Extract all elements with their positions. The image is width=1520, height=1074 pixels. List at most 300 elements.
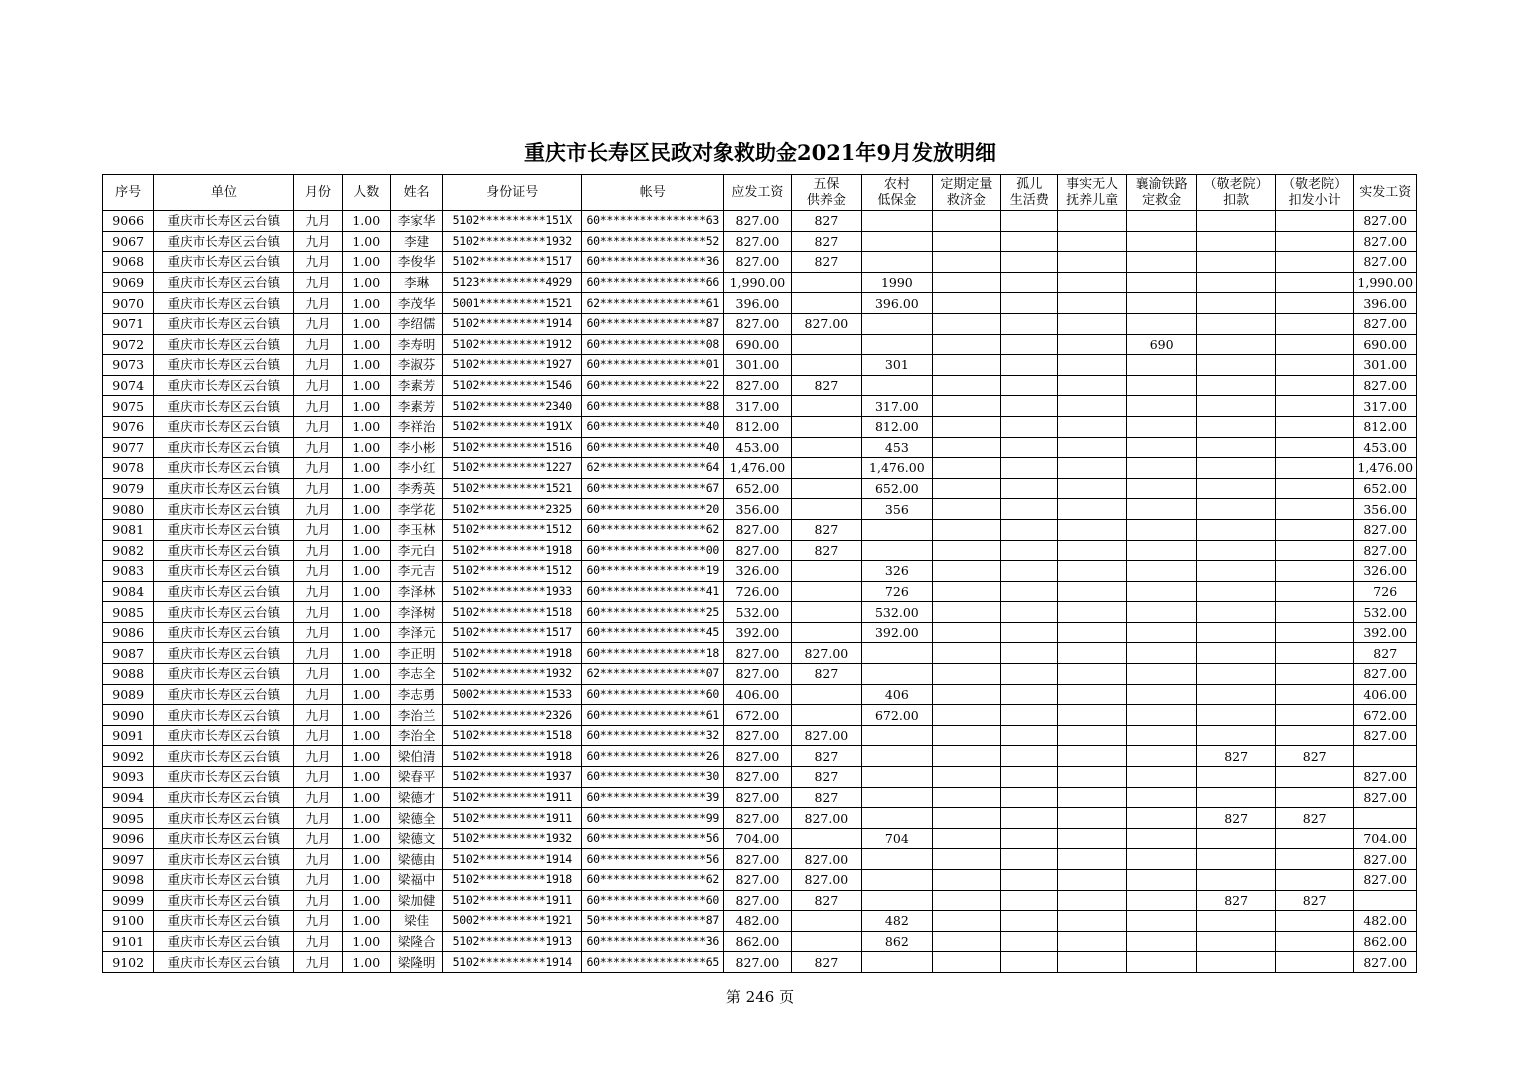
cell-account: 60****************25 [582, 602, 724, 623]
cell-net-pay: 827.00 [1354, 211, 1417, 232]
cell-month: 九月 [294, 478, 342, 499]
table-row [103, 767, 1417, 788]
cell-count: 1.00 [342, 828, 390, 849]
cell-unit: 重庆市长寿区云台镇 [154, 313, 294, 334]
cell-seq: 9101 [103, 931, 154, 952]
cell-seq: 9067 [103, 231, 154, 252]
column-header-text: 五保 [813, 176, 840, 192]
cell-nursing-deduction [1197, 519, 1276, 540]
cell-orphan [1001, 231, 1058, 252]
cell-nursing-deduction: 827 [1197, 890, 1276, 911]
cell-account: 60****************41 [582, 581, 724, 602]
cell-id-number: 5102**********1911 [443, 787, 582, 808]
cell-wubao [791, 581, 861, 602]
cell-account: 60****************66 [582, 272, 724, 293]
table-row [103, 211, 1417, 232]
cell-fixed-relief [932, 561, 1000, 582]
cell-unsupported-child [1058, 272, 1126, 293]
cell-orphan [1001, 746, 1058, 767]
table-row [103, 622, 1417, 643]
cell-rural-dibao [862, 870, 932, 891]
cell-nursing-subtotal [1275, 416, 1354, 437]
cell-wubao: 827.00 [791, 643, 861, 664]
cell-wubao [791, 911, 861, 932]
cell-name: 李治全 [390, 725, 442, 746]
cell-account: 60****************40 [582, 437, 724, 458]
cell-id-number: 5102**********1521 [443, 478, 582, 499]
cell-nursing-deduction [1197, 211, 1276, 232]
cell-id-number: 5102**********1227 [443, 458, 582, 479]
cell-rural-dibao: 406 [862, 684, 932, 705]
cell-month: 九月 [294, 849, 342, 870]
cell-name: 梁佳 [390, 911, 442, 932]
cell-id-number: 5102**********1937 [443, 767, 582, 788]
cell-fixed-relief [932, 519, 1000, 540]
cell-nursing-deduction [1197, 705, 1276, 726]
cell-fixed-relief [932, 746, 1000, 767]
cell-wubao: 827.00 [791, 849, 861, 870]
cell-count: 1.00 [342, 561, 390, 582]
cell-unsupported-child [1058, 396, 1126, 417]
cell-count: 1.00 [342, 313, 390, 334]
cell-xiangyu-rail [1126, 602, 1196, 623]
cell-gross-pay: 827.00 [724, 870, 791, 891]
table-row [103, 231, 1417, 252]
cell-month: 九月 [294, 643, 342, 664]
cell-nursing-deduction [1197, 375, 1276, 396]
cell-xiangyu-rail [1126, 808, 1196, 829]
table-row [103, 478, 1417, 499]
cell-seq: 9090 [103, 705, 154, 726]
cell-id-number: 5102**********1932 [443, 231, 582, 252]
cell-month: 九月 [294, 519, 342, 540]
cell-fixed-relief [932, 211, 1000, 232]
column-header [582, 175, 724, 211]
cell-fixed-relief [932, 705, 1000, 726]
cell-name: 李寿明 [390, 334, 442, 355]
cell-unsupported-child [1058, 767, 1126, 788]
cell-month: 九月 [294, 211, 342, 232]
cell-count: 1.00 [342, 746, 390, 767]
cell-fixed-relief [932, 540, 1000, 561]
table-row [103, 519, 1417, 540]
cell-rural-dibao [862, 890, 932, 911]
cell-wubao: 827 [791, 890, 861, 911]
cell-nursing-deduction [1197, 478, 1276, 499]
cell-rural-dibao [862, 231, 932, 252]
cell-count: 1.00 [342, 911, 390, 932]
table-row [103, 458, 1417, 479]
cell-orphan [1001, 911, 1058, 932]
cell-net-pay: 396.00 [1354, 293, 1417, 314]
cell-xiangyu-rail [1126, 313, 1196, 334]
cell-unit: 重庆市长寿区云台镇 [154, 416, 294, 437]
table-row [103, 437, 1417, 458]
cell-id-number: 5102**********1918 [443, 643, 582, 664]
cell-account: 60****************88 [582, 396, 724, 417]
table-row [103, 581, 1417, 602]
cell-name: 李小彬 [390, 437, 442, 458]
cell-seq: 9084 [103, 581, 154, 602]
column-header-text: （敬老院） [1203, 176, 1269, 192]
cell-name: 梁德由 [390, 849, 442, 870]
cell-seq: 9094 [103, 787, 154, 808]
cell-unit: 重庆市长寿区云台镇 [154, 437, 294, 458]
cell-nursing-deduction [1197, 540, 1276, 561]
cell-net-pay: 690.00 [1354, 334, 1417, 355]
cell-wubao: 827 [791, 787, 861, 808]
cell-net-pay: 827.00 [1354, 952, 1417, 973]
cell-unsupported-child [1058, 828, 1126, 849]
cell-count: 1.00 [342, 931, 390, 952]
cell-xiangyu-rail [1126, 787, 1196, 808]
cell-seq: 9087 [103, 643, 154, 664]
cell-nursing-subtotal [1275, 540, 1354, 561]
cell-fixed-relief [932, 478, 1000, 499]
cell-gross-pay: 392.00 [724, 622, 791, 643]
cell-xiangyu-rail [1126, 231, 1196, 252]
cell-rural-dibao [862, 252, 932, 273]
table-row [103, 334, 1417, 355]
cell-net-pay [1354, 890, 1417, 911]
cell-unsupported-child [1058, 437, 1126, 458]
table-row [103, 746, 1417, 767]
cell-id-number: 5001**********1521 [443, 293, 582, 314]
column-header-text: 低保金 [877, 192, 917, 208]
cell-nursing-subtotal [1275, 334, 1354, 355]
table-row [103, 252, 1417, 273]
cell-wubao: 827 [791, 211, 861, 232]
cell-unit: 重庆市长寿区云台镇 [154, 458, 294, 479]
cell-name: 梁德才 [390, 787, 442, 808]
cell-id-number: 5123**********4929 [443, 272, 582, 293]
cell-seq: 9091 [103, 725, 154, 746]
cell-fixed-relief [932, 396, 1000, 417]
cell-id-number: 5102**********1516 [443, 437, 582, 458]
cell-count: 1.00 [342, 478, 390, 499]
cell-unsupported-child [1058, 561, 1126, 582]
column-header [154, 175, 294, 211]
cell-unsupported-child [1058, 931, 1126, 952]
cell-month: 九月 [294, 808, 342, 829]
cell-orphan [1001, 643, 1058, 664]
cell-nursing-subtotal [1275, 952, 1354, 973]
cell-xiangyu-rail [1126, 705, 1196, 726]
cell-unit: 重庆市长寿区云台镇 [154, 293, 294, 314]
cell-unit: 重庆市长寿区云台镇 [154, 725, 294, 746]
column-header-text: 人数 [353, 184, 380, 200]
cell-account: 60****************18 [582, 643, 724, 664]
cell-unit: 重庆市长寿区云台镇 [154, 499, 294, 520]
cell-net-pay: 827.00 [1354, 313, 1417, 334]
cell-month: 九月 [294, 725, 342, 746]
cell-rural-dibao: 482 [862, 911, 932, 932]
cell-seq: 9098 [103, 870, 154, 891]
cell-account: 60****************01 [582, 355, 724, 376]
cell-account: 60****************08 [582, 334, 724, 355]
cell-unit: 重庆市长寿区云台镇 [154, 952, 294, 973]
column-header [1275, 175, 1354, 211]
table-row [103, 499, 1417, 520]
cell-fixed-relief [932, 375, 1000, 396]
cell-name: 李志全 [390, 664, 442, 685]
cell-id-number: 5102**********1914 [443, 849, 582, 870]
cell-name: 李小红 [390, 458, 442, 479]
cell-nursing-subtotal [1275, 643, 1354, 664]
cell-rural-dibao: 453 [862, 437, 932, 458]
cell-gross-pay: 406.00 [724, 684, 791, 705]
column-header [342, 175, 390, 211]
cell-unit: 重庆市长寿区云台镇 [154, 272, 294, 293]
cell-nursing-subtotal [1275, 313, 1354, 334]
cell-fixed-relief [932, 252, 1000, 273]
cell-account: 60****************36 [582, 931, 724, 952]
cell-fixed-relief [932, 231, 1000, 252]
cell-nursing-subtotal [1275, 849, 1354, 870]
cell-wubao: 827 [791, 252, 861, 273]
cell-count: 1.00 [342, 437, 390, 458]
cell-rural-dibao [862, 952, 932, 973]
cell-unit: 重庆市长寿区云台镇 [154, 828, 294, 849]
cell-id-number: 5102**********2340 [443, 396, 582, 417]
cell-nursing-deduction [1197, 313, 1276, 334]
column-header [1001, 175, 1058, 211]
cell-unsupported-child [1058, 334, 1126, 355]
column-header [103, 175, 154, 211]
cell-unsupported-child [1058, 705, 1126, 726]
cell-account: 60****************63 [582, 211, 724, 232]
cell-count: 1.00 [342, 602, 390, 623]
cell-month: 九月 [294, 705, 342, 726]
cell-name: 梁福中 [390, 870, 442, 891]
table-row [103, 375, 1417, 396]
cell-nursing-deduction [1197, 581, 1276, 602]
cell-xiangyu-rail [1126, 684, 1196, 705]
cell-wubao [791, 334, 861, 355]
cell-unsupported-child [1058, 684, 1126, 705]
cell-nursing-subtotal [1275, 272, 1354, 293]
cell-nursing-deduction [1197, 396, 1276, 417]
cell-nursing-subtotal [1275, 767, 1354, 788]
cell-name: 李治兰 [390, 705, 442, 726]
column-header [932, 175, 1000, 211]
cell-nursing-subtotal [1275, 911, 1354, 932]
table-row [103, 808, 1417, 829]
cell-count: 1.00 [342, 581, 390, 602]
cell-id-number: 5102**********1512 [443, 519, 582, 540]
cell-name: 梁德全 [390, 808, 442, 829]
cell-id-number: 5102**********1918 [443, 870, 582, 891]
cell-unsupported-child [1058, 849, 1126, 870]
cell-nursing-deduction: 827 [1197, 746, 1276, 767]
table-row [103, 416, 1417, 437]
cell-month: 九月 [294, 396, 342, 417]
cell-rural-dibao: 356 [862, 499, 932, 520]
table-row [103, 293, 1417, 314]
cell-wubao: 827 [791, 540, 861, 561]
cell-count: 1.00 [342, 293, 390, 314]
cell-nursing-deduction [1197, 355, 1276, 376]
cell-xiangyu-rail [1126, 211, 1196, 232]
cell-name: 李志勇 [390, 684, 442, 705]
cell-count: 1.00 [342, 334, 390, 355]
cell-fixed-relief [932, 828, 1000, 849]
cell-id-number: 5102**********1918 [443, 746, 582, 767]
cell-unsupported-child [1058, 478, 1126, 499]
cell-fixed-relief [932, 890, 1000, 911]
cell-unsupported-child [1058, 231, 1126, 252]
cell-fixed-relief [932, 458, 1000, 479]
cell-wubao: 827 [791, 952, 861, 973]
cell-account: 62****************07 [582, 664, 724, 685]
cell-account: 60****************65 [582, 952, 724, 973]
cell-wubao [791, 416, 861, 437]
cell-fixed-relief [932, 725, 1000, 746]
cell-month: 九月 [294, 272, 342, 293]
cell-name: 李秀英 [390, 478, 442, 499]
cell-name: 李泽树 [390, 602, 442, 623]
cell-net-pay: 827.00 [1354, 664, 1417, 685]
cell-month: 九月 [294, 767, 342, 788]
cell-rural-dibao [862, 313, 932, 334]
cell-id-number: 5102**********1933 [443, 581, 582, 602]
cell-net-pay: 827.00 [1354, 725, 1417, 746]
cell-xiangyu-rail [1126, 870, 1196, 891]
cell-account: 60****************30 [582, 767, 724, 788]
cell-gross-pay: 827.00 [724, 375, 791, 396]
cell-net-pay: 652.00 [1354, 478, 1417, 499]
cell-account: 60****************20 [582, 499, 724, 520]
cell-unsupported-child [1058, 890, 1126, 911]
cell-net-pay: 827.00 [1354, 787, 1417, 808]
cell-unit: 重庆市长寿区云台镇 [154, 478, 294, 499]
cell-net-pay: 1,990.00 [1354, 272, 1417, 293]
cell-xiangyu-rail [1126, 581, 1196, 602]
cell-month: 九月 [294, 664, 342, 685]
table-header [103, 175, 1417, 211]
cell-name: 梁隆明 [390, 952, 442, 973]
cell-orphan [1001, 272, 1058, 293]
cell-name: 李俊华 [390, 252, 442, 273]
cell-nursing-subtotal [1275, 252, 1354, 273]
cell-xiangyu-rail [1126, 355, 1196, 376]
cell-name: 梁伯清 [390, 746, 442, 767]
cell-wubao [791, 828, 861, 849]
cell-fixed-relief [932, 437, 1000, 458]
cell-account: 50****************87 [582, 911, 724, 932]
cell-nursing-subtotal [1275, 458, 1354, 479]
cell-count: 1.00 [342, 499, 390, 520]
cell-xiangyu-rail [1126, 416, 1196, 437]
cell-rural-dibao: 317.00 [862, 396, 932, 417]
cell-unsupported-child [1058, 416, 1126, 437]
cell-gross-pay: 301.00 [724, 355, 791, 376]
cell-id-number: 5102**********1912 [443, 334, 582, 355]
cell-gross-pay: 827.00 [724, 849, 791, 870]
cell-seq: 9081 [103, 519, 154, 540]
cell-unit: 重庆市长寿区云台镇 [154, 334, 294, 355]
cell-gross-pay: 862.00 [724, 931, 791, 952]
cell-month: 九月 [294, 890, 342, 911]
cell-net-pay: 827.00 [1354, 767, 1417, 788]
cell-count: 1.00 [342, 705, 390, 726]
cell-wubao [791, 499, 861, 520]
cell-unit: 重庆市长寿区云台镇 [154, 252, 294, 273]
cell-unsupported-child [1058, 622, 1126, 643]
cell-gross-pay: 827.00 [724, 767, 791, 788]
cell-nursing-subtotal [1275, 828, 1354, 849]
cell-account: 60****************87 [582, 313, 724, 334]
cell-account: 60****************32 [582, 725, 724, 746]
cell-nursing-subtotal [1275, 478, 1354, 499]
cell-nursing-subtotal: 827 [1275, 746, 1354, 767]
column-header-text: 襄渝铁路 [1135, 176, 1188, 192]
cell-orphan [1001, 458, 1058, 479]
table-row [103, 911, 1417, 932]
cell-xiangyu-rail [1126, 664, 1196, 685]
cell-unit: 重庆市长寿区云台镇 [154, 767, 294, 788]
cell-xiangyu-rail [1126, 252, 1196, 273]
cell-net-pay: 672.00 [1354, 705, 1417, 726]
cell-nursing-subtotal [1275, 437, 1354, 458]
cell-account: 60****************67 [582, 478, 724, 499]
table-row [103, 272, 1417, 293]
cell-nursing-deduction [1197, 622, 1276, 643]
cell-nursing-deduction [1197, 725, 1276, 746]
cell-gross-pay: 827.00 [724, 252, 791, 273]
cell-net-pay: 827.00 [1354, 870, 1417, 891]
page-number: 第 246 页 [725, 988, 795, 1006]
cell-nursing-deduction [1197, 787, 1276, 808]
cell-unsupported-child [1058, 787, 1126, 808]
column-header-text: 实发工资 [1359, 184, 1412, 200]
cell-id-number: 5102**********1911 [443, 808, 582, 829]
cell-gross-pay: 827.00 [724, 643, 791, 664]
cell-rural-dibao [862, 540, 932, 561]
cell-account: 60****************62 [582, 870, 724, 891]
cell-account: 62****************64 [582, 458, 724, 479]
cell-unsupported-child [1058, 499, 1126, 520]
cell-wubao: 827.00 [791, 725, 861, 746]
cell-wubao: 827.00 [791, 870, 861, 891]
cell-xiangyu-rail [1126, 911, 1196, 932]
cell-unit: 重庆市长寿区云台镇 [154, 643, 294, 664]
table-row [103, 849, 1417, 870]
cell-fixed-relief [932, 643, 1000, 664]
cell-fixed-relief [932, 293, 1000, 314]
cell-count: 1.00 [342, 808, 390, 829]
cell-unsupported-child [1058, 211, 1126, 232]
cell-seq: 9089 [103, 684, 154, 705]
cell-rural-dibao [862, 519, 932, 540]
cell-net-pay: 827.00 [1354, 375, 1417, 396]
cell-xiangyu-rail [1126, 746, 1196, 767]
cell-gross-pay: 827.00 [724, 231, 791, 252]
cell-orphan [1001, 561, 1058, 582]
cell-net-pay: 1,476.00 [1354, 458, 1417, 479]
cell-seq: 9085 [103, 602, 154, 623]
cell-net-pay: 326.00 [1354, 561, 1417, 582]
cell-month: 九月 [294, 787, 342, 808]
cell-seq: 9078 [103, 458, 154, 479]
cell-fixed-relief [932, 931, 1000, 952]
cell-nursing-subtotal [1275, 705, 1354, 726]
cell-seq: 9072 [103, 334, 154, 355]
cell-nursing-subtotal [1275, 519, 1354, 540]
column-header-text: 序号 [115, 184, 142, 200]
cell-net-pay: 317.00 [1354, 396, 1417, 417]
cell-count: 1.00 [342, 870, 390, 891]
